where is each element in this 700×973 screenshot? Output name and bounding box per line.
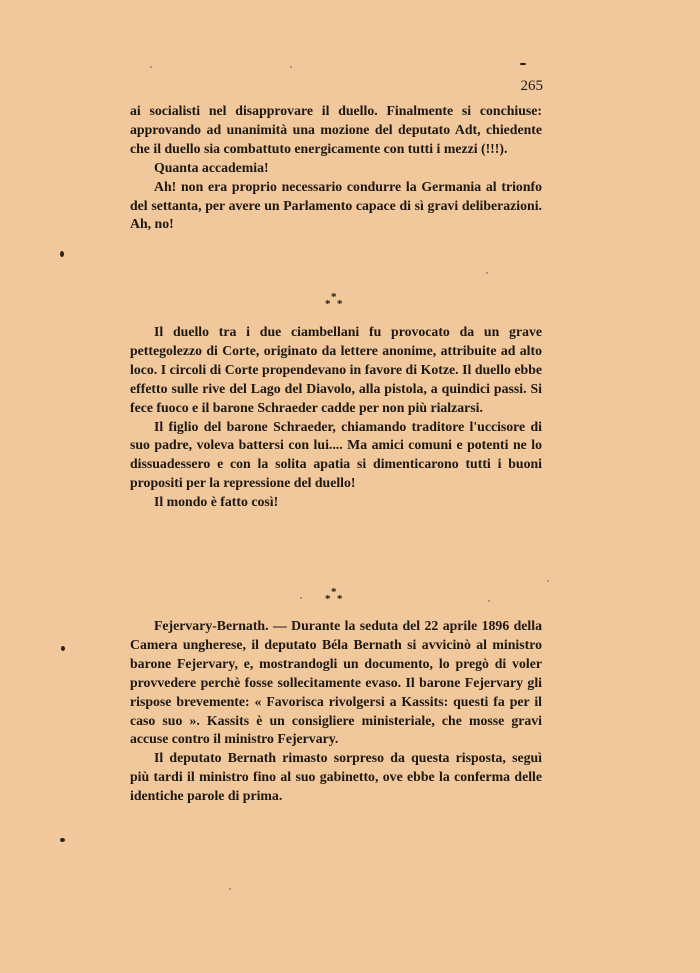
scan-mark [520,63,526,65]
asterism-star: * [325,298,331,310]
paragraph: ai socialisti nel disapprovare il duello. Finalmente si conchiuse: approvando ad unanimità una mozione del deputato Adt, chiedente che il duello sia combattuto energicamente con tutti i mezzi (!!!). [130,103,542,156]
section-1 [130,102,542,234]
section-2 [130,323,542,512]
scan-speck [486,272,488,274]
scan-speck [300,597,302,599]
page-number: 265 [520,78,543,94]
asterism-star: * [331,291,337,303]
section-separator-asterism [321,586,361,606]
paragraph: Ah! non era proprio necessario condurre la Germania al trionfo del settanta, per avere un Parlamento capace di sì gravi deliberazioni. Ah, no! [130,178,542,232]
scan-speck [150,66,152,68]
section-separator-asterism [321,291,361,311]
paragraph: Il deputato Bernath rimasto sorpreso da questa risposta, seguì più tardi il ministro fino al suo gabinetto, ove ebbe la conferma delle identiche parole di prima. [130,750,542,804]
asterism-star: * [337,593,343,605]
scan-mark [60,838,65,842]
scan-mark [61,646,65,651]
scan-mark [60,251,64,257]
scan-speck [229,888,231,890]
paragraph: Il duello tra i due ciambellani fu provocato da un grave pettegolezzo di Corte, originato da lettere anonime, attribuite ad alto loco. I circoli di Corte propendevano in favore di Kotze. Il duello ebbe effetto sulle rive del Lago del Diavolo, alla pistola, a quindici passi. Si fece fuoco e il barone Schraeder cadde per non più rialzarsi. [130,324,542,415]
asterism-star: * [331,586,337,598]
scan-speck [290,66,292,68]
paragraph: Quanta accademia! [154,159,269,175]
asterism-star: * [337,298,343,310]
paragraph: Il mondo è fatto così! [154,494,279,510]
scan-speck [547,580,549,582]
scan-speck [488,600,490,602]
paragraph: Il figlio del barone Schraeder, chiamando traditore l'uccisore di suo padre, voleva battersi con lui.... Ma amici comuni e potenti ne lo dissuadessero e con la solita apatia si dimenticarono tutti i buoni propositi per la repressione del duello! [130,418,542,491]
asterism-star: * [325,593,331,605]
section-3 [130,617,542,806]
paragraph: Fejervary-Bernath. — Durante la seduta del 22 aprile 1896 della Camera ungherese, il deputato Béla Bernath si avvicinò al ministro barone Fejervary, e, mostrandogli un documento, lo pregò di voler provvedere perchè fosse sollecitamente evaso. Il barone Fejervary gli rispose brevemente: « Favorisca rivolgersi a Kassits: questi fa per il caso suo ». Kassits è un consigliere ministeriale, che mosse gravi accuse contro il ministro Fejervary. [130,618,542,747]
